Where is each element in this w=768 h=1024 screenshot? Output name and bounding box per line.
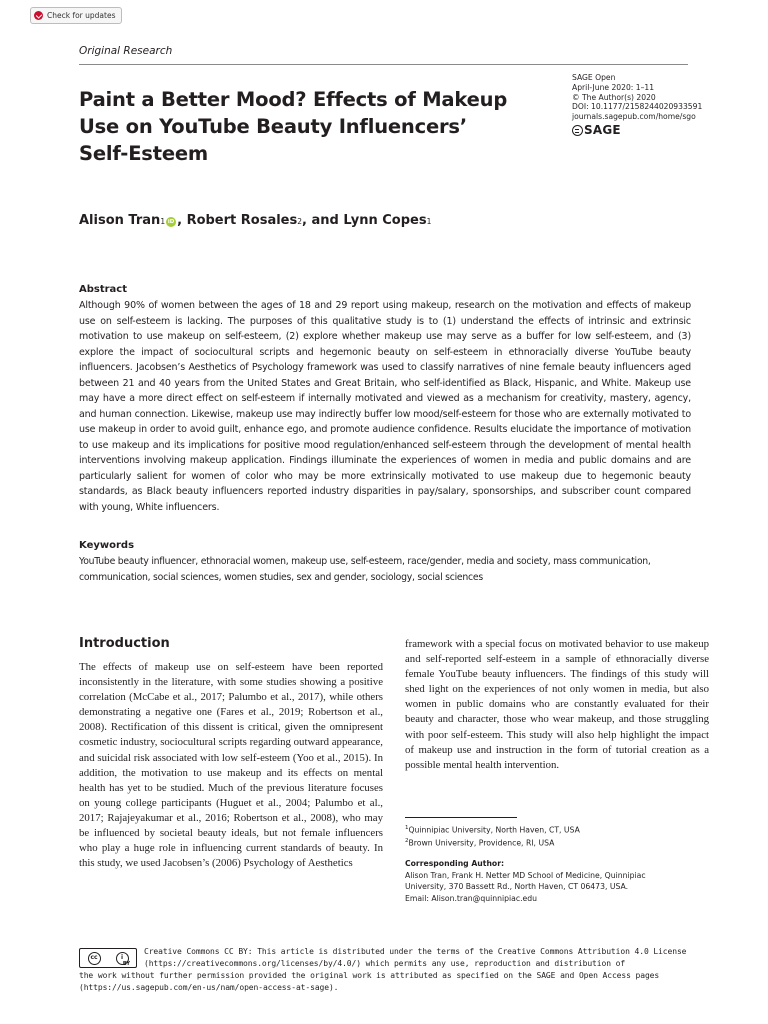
license-line: the work without further permission provided the original work is attributed as specified on the SAGE and Open Access pages — [79, 971, 660, 980]
author-name: Alison Tran — [79, 213, 161, 228]
sage-logo-icon — [572, 125, 583, 136]
author-affiliation-marker: 1 — [160, 217, 166, 226]
orcid-icon[interactable]: iD — [167, 219, 175, 225]
journal-copyright: © The Author(s) 2020 — [572, 92, 656, 102]
corresponding-author-heading: Corresponding Author: — [405, 859, 505, 869]
keywords-heading: Keywords — [79, 540, 135, 551]
author-name: Lynn Copes — [343, 213, 427, 228]
license-line: Creative Commons CC BY: This article is distributed under the terms of the Creative Commons Attribution 4.0 License — [144, 947, 687, 956]
affiliation-text: Quinnipiac University, North Haven, CT, USA — [408, 825, 580, 835]
affiliation-text: Brown University, Providence, RI, USA — [408, 838, 555, 848]
check-for-updates-label: Check for updates — [47, 11, 116, 20]
corresponding-author-line: Alison Tran, Frank H. Netter MD School of Medicine, Quinnipiac — [405, 870, 646, 880]
sage-logo-text: SAGE — [584, 122, 621, 137]
affiliation-number: 2 — [405, 838, 409, 845]
introduction-left-column: The effects of makeup use on self-esteem have been reported inconsistently in the literature, with some studies showing a positive correlation (McCabe et al., 2017; Palumbo et al., 2017), while others demonstrating a negative one (Fares et al., 2019; Robertson et al., 2008). Rectification of this dissent is critical, given the omnipresent cosmetic industry, sociocultural scripts regarding outward appearance, and suicidal risk associated with low self-esteem (Yoo et al., 2015). In addition, the motivation to use makeup and its effects on mental health has yet to be studied. Much of the previous literature focuses on young college participants (Huguet et al., 2004; Palumbo et al., 2017; Rajajeyakumar et al., 2016; Robertson et al., 2008), who may be influenced by societal beauty ideals, but not female influencers who play a huge role in influencing current standards of beauty. In this study, we used Jacobsen’s (2006) Psychology of Aesthetics — [79, 661, 383, 870]
header-divider — [79, 64, 688, 65]
license-line[interactable]: (https://creativecommons.org/licenses/by/4.0/) which permits any use, reproduction and distribution of — [144, 959, 626, 968]
license-footer — [79, 946, 699, 994]
author-separator: , and — [302, 213, 344, 228]
by-label: BY — [122, 961, 130, 967]
cc-icon: cc — [88, 952, 101, 965]
license-line[interactable]: (https://us.sagepub.com/en-us/nam/open-access-at-sage). — [79, 983, 339, 992]
article-title: Paint a Better Mood? Effects of Makeup Use on YouTube Beauty Influencers’ Self-Esteem — [79, 88, 508, 165]
check-icon — [34, 11, 43, 20]
corresponding-author-line: University, 370 Bassett Rd., North Haven, CT 06473, USA. — [405, 882, 629, 892]
journal-issue: April-June 2020: 1–11 — [572, 82, 655, 92]
author-affiliation-marker: 1 — [426, 217, 432, 226]
author-affiliation-marker: 2 — [297, 217, 303, 226]
corresponding-author-email[interactable]: Email: Alison.tran@quinnipiac.edu — [405, 893, 538, 903]
affiliation-item — [405, 836, 705, 849]
introduction-heading: Introduction — [79, 636, 170, 651]
author-list — [79, 213, 431, 228]
journal-doi[interactable]: DOI: 10.1177/2158244020933591 — [572, 102, 703, 112]
section-label: Original Research — [79, 45, 173, 57]
journal-name: SAGE Open — [572, 73, 616, 82]
affiliations — [405, 823, 705, 904]
affiliation-item — [405, 823, 705, 836]
check-for-updates-badge[interactable] — [30, 7, 122, 24]
journal-info — [572, 73, 762, 136]
journal-url[interactable]: journals.sagepub.com/home/sgo — [572, 112, 696, 122]
author-separator: , — [177, 213, 187, 228]
author-name: Robert Rosales — [186, 213, 298, 228]
sage-logo — [572, 122, 762, 137]
attribution-icon: i — [116, 952, 129, 965]
abstract-text: Although 90% of women between the ages of 18 and 29 report using makeup, research on the motivation and effects of makeup use on self-esteem is lacking. The purposes of this qualitative study is to (1) understand the effects of intrinsic and extrinsic motivation to use makeup on self-esteem, (2) explore whether makeup use may serve as a buffer for low self-esteem, and (3) explore the impact of sociocultural scripts and hegemonic beauty on self-esteem in ethnoracially diverse YouTube beauty influencers. Jacobsen’s Aesthetics of Psychology framework was used to classify narratives of nine female beauty influencers aged between 21 and 40 years from the United States and Great Britain, who self-identified as Black, Hispanic, and White. Makeup use may have a more direct effect on self-esteem if internally motivated and viewed as a mechanism for creativity, mastery, agency, and human connection. Likewise, makeup use may indirectly buffer low mood/self-esteem for those who are externally motivated to use makeup in order to avoid guilt, enhance ego, and promote audience confidence. Results elucidate the importance of motivation to use makeup and its implications for positive mood regulation/enhanced self-esteem through the development of mental health interventions involving makeup application. Findings illuminate the experiences of women in media and public domains and are particularly salient for women of color who may be more extrinsically motivated to use makeup due to hegemonic beauty standards, as Black beauty influencers reported industry disparities in pay/salary, sponsorships, and subscriber count compared with young, White influencers. — [79, 300, 691, 513]
footnote-divider — [405, 817, 517, 818]
abstract-heading: Abstract — [79, 284, 128, 295]
introduction-right-column: framework with a special focus on motivated behavior to use makeup and self-reported self-esteem in a sample of ethnoracially diverse female YouTube beauty influencers. The findings of this study will shed light on the experiences of not only women in media, but also women in public domains who are constantly evaluated for their beauty and character, those who wear makeup, and those struggling with poor self-esteem. This study will also help highlight the impact of makeup use and instruction in the form of tutorial creation as a possible mental health intervention. — [405, 638, 709, 771]
keywords-text: YouTube beauty influencer, ethnoracial women, makeup use, self-esteem, race/gender, media and society, mass communication, communication, social sciences, women studies, sex and gender, sociology, social sciences — [79, 556, 651, 583]
affiliation-number: 1 — [405, 825, 409, 831]
